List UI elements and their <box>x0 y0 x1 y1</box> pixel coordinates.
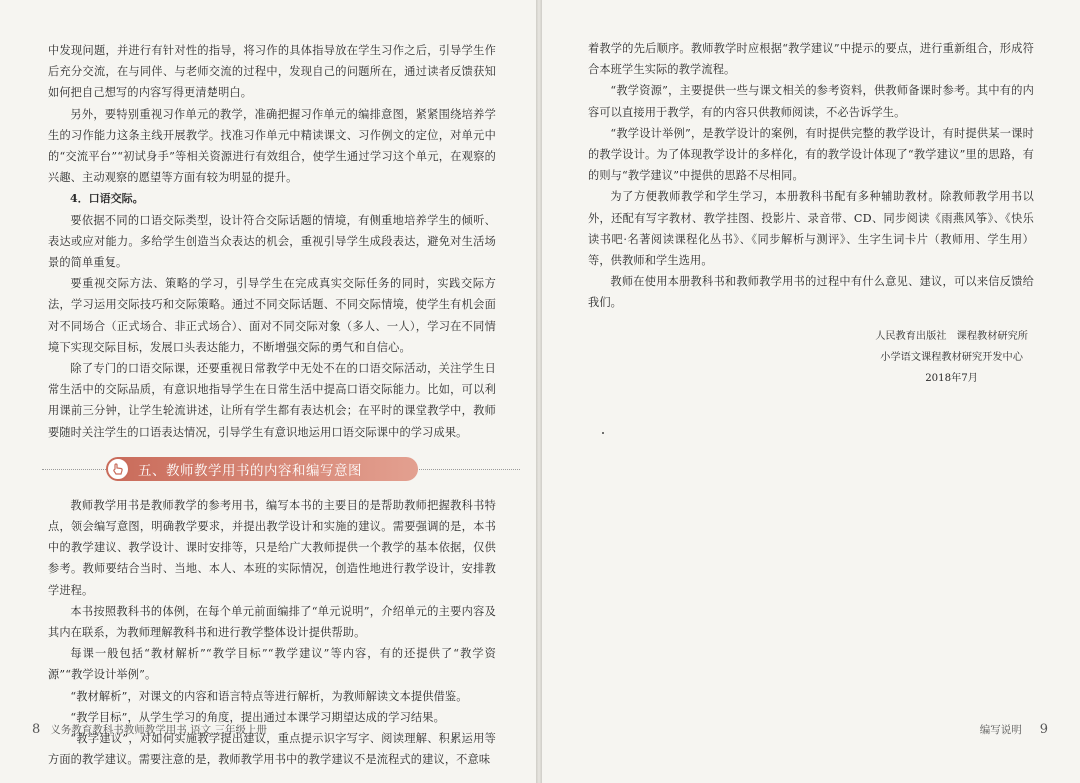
subheading-oral-communication: 4．口语交际。 <box>70 192 144 206</box>
left-paragraph: 教师教学用书是教师教学的参考用书，编写本书的主要目的是帮助教师把握教科书特点，领会编写意图，明确教学要求，并提出教学设计和实施的建议。需要强调的是，本书中的教学建议、教学设计、课时安排等，只是给广大教师提供一个教学的基本依据，仅供参考。教师要结合当时、当地、本人、本班的实际情况，创造性地进行教学设计，安排教学进程。 <box>48 498 496 597</box>
right-paragraph: “教学资源”，主要提供一些与课文相关的参考资料，供教师备课时参考。其中有的内容可以直接用于教学，有的内容只供教师阅读，不必告诉学生。 <box>588 84 1034 119</box>
right-paragraph: “教学设计举例”，是教学设计的案例，有时提供完整的教学设计，有时提供某一课时的教学设计。为了体现教学设计的多样化，有的教学设计体现了“教学建议”里的思路，有的则与“教学建议”中提供的思路不尽相同。 <box>588 126 1034 183</box>
signature-block <box>875 326 1028 389</box>
section-title-pill <box>108 457 418 481</box>
left-paragraph: “教材解析”，对课文的内容和语言特点等进行解析，为教师解读文本提供借鉴。 <box>70 689 468 703</box>
right-footer <box>980 722 1048 737</box>
left-paragraph: “教学建议”，对如何实施教学提出建议，重点提示识字写字、阅读理解、积累运用等方面的教学建议。需要注意的是，教师教学用书中的教学建议不是流程式的建议，不意味 <box>48 732 496 767</box>
signature-date: 2018年7月 <box>925 373 978 384</box>
signature-publisher: 人民教育出版社 课程教材研究所 <box>875 331 1028 342</box>
left-page <box>0 0 536 783</box>
right-paragraph: 着教学的先后顺序。教师教学时应根据“教学建议”中提示的要点，进行重新组合，形成符合本班学生实际的教学流程。 <box>588 42 1034 77</box>
running-title: 义务教育教科书教师教学用书 语文 三年级上册 <box>50 724 267 736</box>
left-paragraph: 每课一般包括“教材解析”“教学目标”“教学建议”等内容，有的还提供了“教学资源”“教学设计举例”。 <box>48 647 496 682</box>
running-label: 编写说明 <box>979 724 1022 736</box>
left-footer <box>32 722 267 737</box>
print-speck <box>602 432 604 434</box>
left-paragraph: 中发现问题，并进行有针对性的指导，将习作的具体指导放在学生习作之后，引导学生作后充分交流，在与同伴、与老师交流的过程中，发现自己的问题所在，通过读者反馈获知如何把自己想写的内容写得更清楚明白。 <box>48 44 496 100</box>
hand-pointer-icon <box>106 457 130 481</box>
left-paragraph: 另外，要特别重视习作单元的教学，准确把握习作单元的编排意图，紧紧围绕培养学生的习作能力这条主线开展教学。找准习作单元中精读课文、习作例文的定位，对单元中的“交流平台”“初试身手”等相关资源进行有效组合，使学生通过学习这个单元，在观察的兴趣、主动观察的愿望等方面有较为明显的提升。 <box>48 107 496 185</box>
page-number: 9 <box>1039 722 1048 737</box>
right-paragraph: 教师在使用本册教科书和教师教学用书的过程中有什么意见、建议，可以来信反馈给我们。 <box>588 275 1034 310</box>
section-title: 五、教师教学用书的内容和编写意图 <box>138 462 362 479</box>
right-page <box>542 0 1080 783</box>
section-banner <box>48 457 496 483</box>
page-number: 8 <box>32 722 41 737</box>
left-paragraph: “教学目标”，从学生学习的角度，提出通过本课学习期望达成的学习结果。 <box>70 710 445 724</box>
left-paragraph: 要依据不同的口语交际类型，设计符合交际话题的情境，有侧重地培养学生的倾听、表达或应对能力。多给学生创造当众表达的机会，重视引导学生成段表达，避免对生活场景的简单重复。 <box>48 213 496 270</box>
right-paragraph: 为了方便教师教学和学生学习，本册教科书配有多种辅助教材。除教师教学用书以外，还配有写字教材、教学挂图、投影片、录音带、CD、同步阅读《雨燕风筝》、《快乐读书吧·名著阅读课程化丛书》、《同步解析与测评》、生字生词卡片（教师用、学生用）等，供教师和学生选用。 <box>588 190 1034 268</box>
signature-center: 小学语文课程教材研究开发中心 <box>880 352 1023 363</box>
left-paragraph: 本书按照教科书的体例，在每个单元前面编排了“单元说明”，介绍单元的主要内容及其内在联系，为教师理解教科书和进行教学整体设计提供帮助。 <box>48 604 496 640</box>
left-paragraph: 除了专门的口语交际课，还要重视日常教学中无处不在的口语交际活动，关注学生日常生活中的交际品质，有意识地指导学生在日常生活中提高口语交际能力。比如，可以利用课前三分钟，让学生轮流讲述，让所有学生都有表达机会；在平时的课堂教学中，教师要随时关注学生的口语表达情况，引导学生有意识地运用口语交际课中的学习成果。 <box>48 362 496 439</box>
left-paragraph: 要重视交际方法、策略的学习，引导学生在完成真实交际任务的同时，实践交际方法，学习运用交际技巧和交际策略。通过不同交际话题、不同交际情境，使学生有机会面对不同场合（正式场合、非正式场合）、面对不同交际对象（多人、一人），学习在不同情境下实现交际目标，发展口头表达能力，不断增强交际的勇气和自信心。 <box>48 277 496 354</box>
